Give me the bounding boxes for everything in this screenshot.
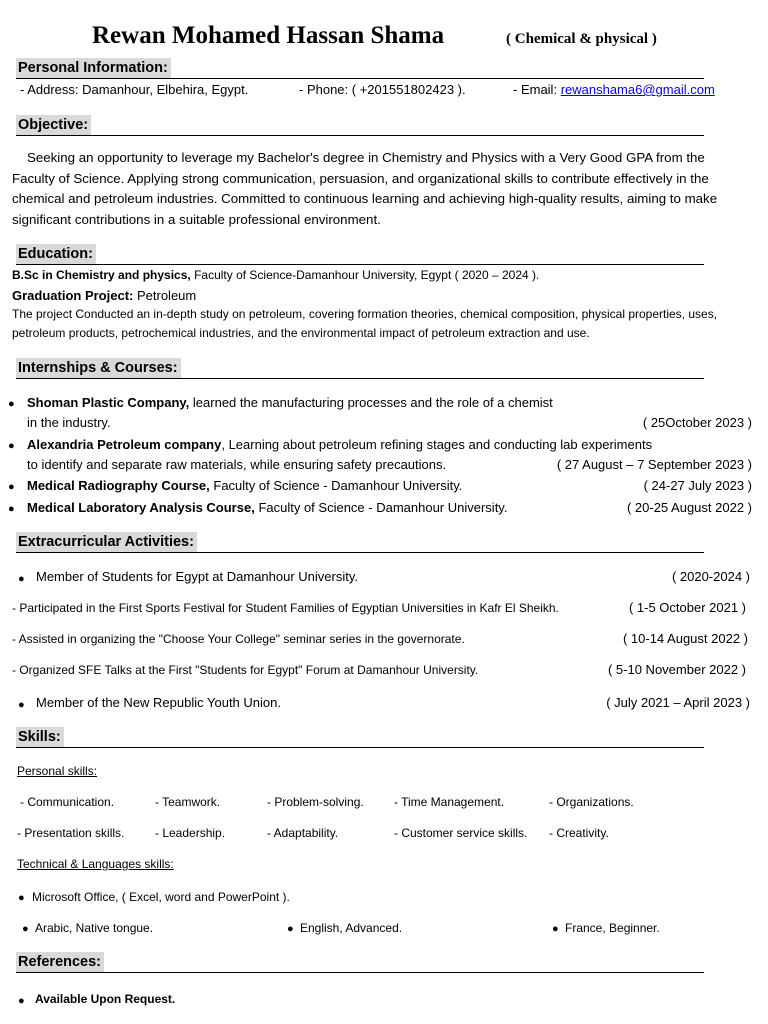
section-extracurricular <box>16 532 704 553</box>
bullet-icon: ● <box>8 481 15 493</box>
project-description: The project Conducted an in-depth study on petroleum, covering formation theories, chemical composition, physical properties, uses, petroleum products, petrochemical industries, and the environmental impact of petroleum extraction and use. <box>12 307 718 340</box>
section-title: Personal Information: <box>16 58 171 78</box>
bullet-icon: ● <box>18 995 25 1007</box>
activity-date: ( 1-5 October 2021 ) <box>628 600 746 615</box>
personal-skills-label: Personal skills: <box>17 764 98 778</box>
bullet-icon: ● <box>18 699 25 711</box>
resume-subtitle: ( Chemical & physical ) <box>506 31 657 47</box>
activity-date: ( 5-10 November 2022 ) <box>607 662 746 677</box>
section-title: Extracurricular Activities: <box>16 532 197 552</box>
email-row <box>513 82 715 97</box>
degree-row <box>12 268 539 282</box>
graduation-project-row <box>12 288 196 303</box>
internship-desc: Faculty of Science - Damanhour University. <box>258 500 508 515</box>
section-internships-courses <box>16 358 704 379</box>
bullet-icon: ● <box>18 573 25 585</box>
project-name: Petroleum <box>136 288 197 303</box>
project-label: Graduation Project: <box>12 288 134 303</box>
section-title: Education: <box>16 244 96 264</box>
activity-item: - Participated in the First Sports Festival for Student Families of Egyptian Universities in Kafr El Sheikh. <box>12 601 559 615</box>
degree-detail: Faculty of Science-Damanhour University, Egypt ( 2020 – 2024 ). <box>194 268 540 282</box>
internship-item <box>27 500 507 515</box>
activity-item: Member of the New Republic Youth Union. <box>36 695 281 710</box>
phone-text: - Phone: ( +201551802423 ). <box>299 82 466 97</box>
activity-date: ( July 2021 – April 2023 ) <box>606 695 750 710</box>
bullet-icon: ● <box>287 923 294 935</box>
internship-desc-cont: in the industry. <box>27 415 111 430</box>
bullet-icon: ● <box>552 923 559 935</box>
skill-item: - Time Management. <box>394 795 505 809</box>
internship-desc-cont: to identify and separate raw materials, while ensuring safety precautions. <box>27 457 447 472</box>
section-title: Objective: <box>16 115 91 135</box>
internship-org: Alexandria Petroleum company <box>27 437 222 452</box>
bullet-icon: ● <box>8 503 15 515</box>
section-personal-information <box>16 58 704 79</box>
address-text: - Address: Damanhour, Elbehira, Egypt. <box>20 82 249 97</box>
language-item: Arabic, Native tongue. <box>35 921 154 935</box>
skill-item: - Communication. <box>20 795 115 809</box>
activity-date: ( 2020-2024 ) <box>671 569 750 584</box>
skill-item: - Leadership. <box>155 826 226 840</box>
bullet-icon: ● <box>22 923 29 935</box>
internship-item <box>27 395 553 410</box>
section-education <box>16 244 704 265</box>
skill-item: - Adaptability. <box>267 826 339 840</box>
internship-desc: Faculty of Science - Damanhour University. <box>213 478 463 493</box>
internship-date: ( 27 August – 7 September 2023 ) <box>556 457 752 472</box>
internship-date: ( 25October 2023 ) <box>642 415 752 430</box>
activity-item: - Organized SFE Talks at the First "Students for Egypt" Forum at Damanhour University. <box>12 663 479 677</box>
office-skill: Microsoft Office, ( Excel, word and PowerPoint ). <box>32 890 290 904</box>
section-objective <box>16 115 704 136</box>
internship-item <box>27 478 462 493</box>
section-title: Skills: <box>16 727 64 747</box>
degree-title: B.Sc in Chemistry and physics, <box>12 268 191 282</box>
internship-date: ( 24-27 July 2023 ) <box>643 478 752 493</box>
section-references <box>16 952 704 973</box>
section-skills <box>16 727 704 748</box>
internship-org: Medical Radiography Course, <box>27 478 210 493</box>
internship-item <box>27 437 652 452</box>
language-item: France, Beginner. <box>565 921 660 935</box>
skill-item: - Organizations. <box>549 795 634 809</box>
skill-item: - Problem-solving. <box>267 795 364 809</box>
activity-item: - Assisted in organizing the "Choose Your College" seminar series in the governorate. <box>12 632 465 646</box>
language-item: English, Advanced. <box>300 921 403 935</box>
bullet-icon: ● <box>8 440 15 452</box>
skill-item: - Creativity. <box>549 826 609 840</box>
internship-desc: , Learning about petroleum refining stages and conducting lab experiments <box>221 437 653 452</box>
skill-item: - Customer service skills. <box>394 826 528 840</box>
objective-text: Seeking an opportunity to leverage my Bachelor's degree in Chemistry and Physics with a Very Good GPA from the Faculty of Science. Applying strong communication, persuasion, and organizational skills to contribute effectively in the chemical and petroleum industries. Committed to continuous learning and achieving high-quality results, aiming to make significant contributions in a suitable professional environment. <box>12 150 718 227</box>
references-text: Available Upon Request. <box>35 992 176 1006</box>
activity-item: Member of Students for Egypt at Damanhour University. <box>36 569 359 584</box>
email-label: - Email: <box>513 82 558 97</box>
internship-date: ( 20-25 August 2022 ) <box>626 500 752 515</box>
resume-name: Rewan Mohamed Hassan Shama <box>92 22 445 49</box>
internship-org: Medical Laboratory Analysis Course, <box>27 500 255 515</box>
skill-item: - Teamwork. <box>155 795 221 809</box>
section-title: References: <box>16 952 104 972</box>
skill-item: - Presentation skills. <box>17 826 125 840</box>
internship-desc: learned the manufacturing processes and the role of a chemist <box>192 395 553 410</box>
bullet-icon: ● <box>18 892 25 904</box>
activity-date: ( 10-14 August 2022 ) <box>622 631 748 646</box>
bullet-icon: ● <box>8 398 15 410</box>
email-link[interactable]: rewanshama6@gmail.com <box>560 82 715 97</box>
internship-org: Shoman Plastic Company, <box>27 395 190 410</box>
technical-skills-label: Technical & Languages skills: <box>17 857 174 871</box>
section-title: Internships & Courses: <box>16 358 181 378</box>
